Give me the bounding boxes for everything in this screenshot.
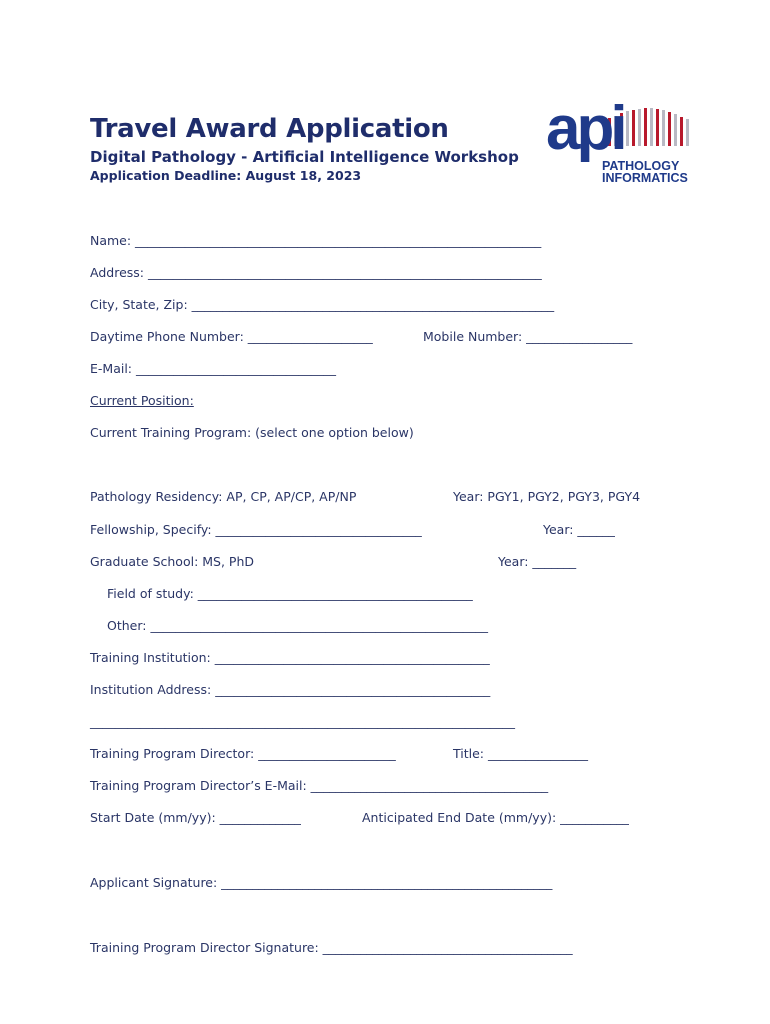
logo-stripe <box>644 108 647 146</box>
logo-stripe <box>662 110 665 146</box>
pathology-residency-option[interactable]: Pathology Residency: AP, CP, AP/CP, AP/NP <box>90 489 357 504</box>
logo-stripe <box>638 109 641 146</box>
logo-line-pathology: PATHOLOGY <box>602 159 680 173</box>
start-date-field[interactable]: Start Date (mm/yy): _____________ <box>90 810 301 825</box>
daytime-phone-field[interactable]: Daytime Phone Number: ____________________ <box>90 329 373 344</box>
program-director-field[interactable]: Training Program Director: ______________________ <box>90 746 396 761</box>
institution-address-field[interactable]: Institution Address: ____________________________________________ <box>90 682 491 697</box>
address-field[interactable]: Address: _______________________________________________________________ <box>90 265 542 280</box>
logo-stripe <box>674 114 677 146</box>
other-field[interactable]: Other: ______________________________________________________ <box>107 618 488 633</box>
name-field[interactable]: Name: _________________________________________________________________ <box>90 233 542 248</box>
logo-stripe <box>650 108 653 146</box>
logo-stripe <box>686 119 689 146</box>
api-pathology-informatics-logo <box>546 94 696 188</box>
logo-stripe <box>632 110 635 146</box>
application-deadline: Application Deadline: August 18, 2023 <box>90 168 362 183</box>
applicant-signature-field[interactable]: Applicant Signature: _____________________________________________________ <box>90 875 553 890</box>
training-institution-field[interactable]: Training Institution: ____________________________________________ <box>90 650 490 665</box>
anticipated-end-date-field[interactable]: Anticipated End Date (mm/yy): ___________ <box>362 810 629 825</box>
graduate-school-option[interactable]: Graduate School: MS, PhD <box>90 554 255 569</box>
institution-address-line2-field[interactable]: ____________________________________________________________________ <box>90 714 515 729</box>
workshop-subtitle: Digital Pathology - Artificial Intelligence Workshop <box>90 148 519 166</box>
logo-stripe <box>656 109 659 146</box>
fellowship-field[interactable]: Fellowship, Specify: _________________________________ <box>90 522 422 537</box>
email-field[interactable]: E-Mail: ________________________________ <box>90 361 336 376</box>
current-training-program-label: Current Training Program: (select one option below) <box>90 425 414 440</box>
logo-wordmark: api <box>546 94 624 163</box>
fellowship-year-field[interactable]: Year: ______ <box>543 522 615 537</box>
logo-stripe <box>680 117 683 146</box>
logo-line-informatics: INFORMATICS <box>602 171 688 185</box>
director-title-field[interactable]: Title: ________________ <box>453 746 588 761</box>
current-position-heading: Current Position: <box>90 393 194 408</box>
logo-stripe <box>668 112 671 146</box>
residency-year-options[interactable]: Year: PGY1, PGY2, PGY3, PGY4 <box>453 489 641 504</box>
director-signature-field[interactable]: Training Program Director Signature: ________________________________________ <box>90 940 573 955</box>
field-of-study-field[interactable]: Field of study: ____________________________________________ <box>107 586 473 601</box>
mobile-number-field[interactable]: Mobile Number: _________________ <box>423 329 633 344</box>
city-state-zip-field[interactable]: City, State, Zip: __________________________________________________________ <box>90 297 555 312</box>
director-email-field[interactable]: Training Program Director’s E-Mail: ______________________________________ <box>90 778 549 793</box>
page-title: Travel Award Application <box>90 114 449 144</box>
logo-stripe <box>626 111 629 146</box>
graduate-year-field[interactable]: Year: _______ <box>498 554 577 569</box>
